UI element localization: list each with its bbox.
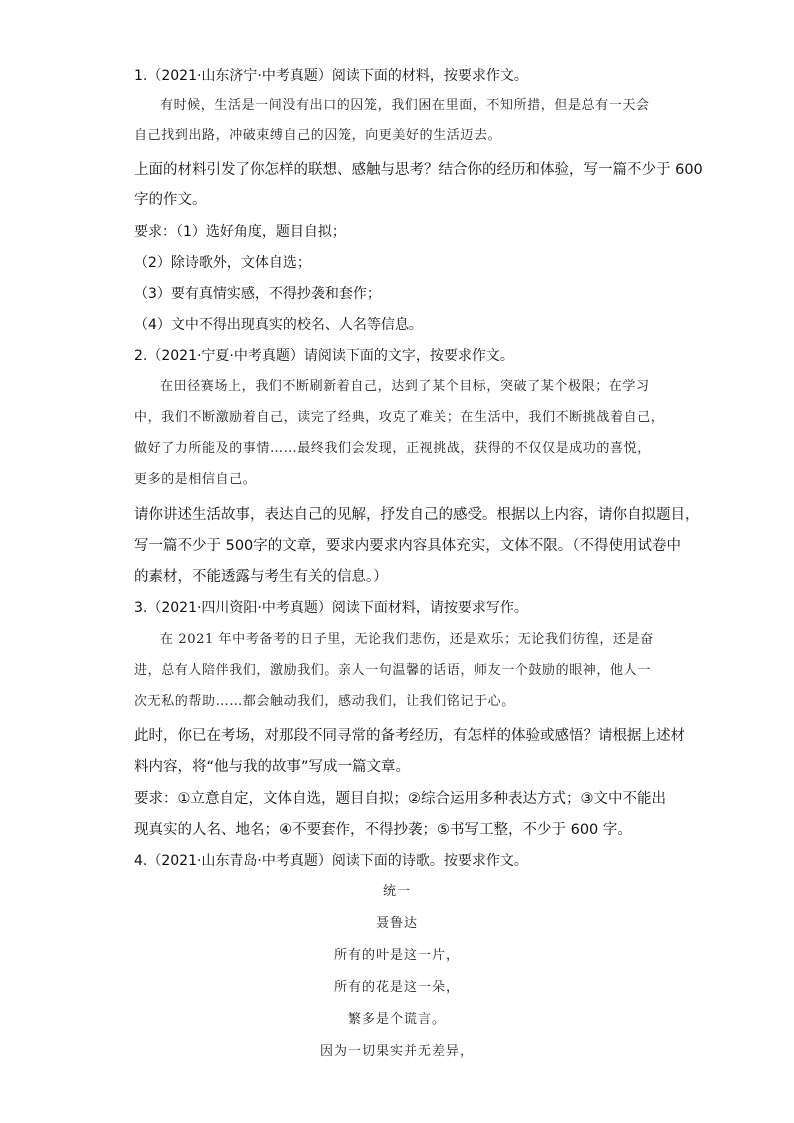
poem-line: 所有的叶是这一片， [333, 948, 460, 963]
q2-prompt-line: 的素材，不能透露与考生有关的信息。） [134, 569, 388, 585]
poem-line: 所有的花是这一朵， [333, 980, 460, 995]
q1-header: 1.（2021·山东济宁·中考真题）阅读下面的材料，按要求作文。 [134, 68, 528, 84]
q2-material-line: 中，我们不断激励着自己，读完了经典，攻克了难关；在生活中，我们不断挑战着自己， [134, 410, 665, 425]
q2-prompt-line: 请你讲述生活故事，表达自己的见解，抒发自己的感受。根据以上内容，请你自拟题目， [134, 507, 700, 523]
q1-requirement: （2）除诗歌外，文体自选； [134, 255, 311, 271]
q2-material-line: 更多的是相信自己。 [134, 472, 257, 487]
q2-prompt-line: 写一篇不少于 500字的文章，要求内要求内容具体充实，文体不限。（不得使用试卷中 [134, 538, 682, 554]
q3-requirement: 要求：①立意自定，文体自选，题目自拟；②综合运用多种表达方式；③文中不能出 [134, 791, 666, 807]
q3-header: 3.（2021·四川资阳·中考真题）阅读下面材料，请按要求写作。 [134, 600, 528, 616]
q1-material-line: 自己找到出路，冲破束缚自己的囚笼，向更美好的生活迈去。 [134, 128, 502, 143]
q1-requirement: （4）文中不得出现真实的校名、人名等信息。 [134, 317, 423, 333]
q3-material-line: 次无私的帮助……都会触动我们，感动我们，让我们铭记于心。 [134, 694, 515, 709]
q4-header: 4.（2021·山东青岛·中考真题）阅读下面的诗歌。按要求作文。 [134, 853, 528, 869]
q2-material-line: 做好了力所能及的事情……最终我们会发现，正视挑战，获得的不仅仅是成功的喜悦， [134, 441, 651, 456]
poem-line: 因为一切果实并无差异， [319, 1044, 474, 1059]
q2-header: 2.（2021·宁夏·中考真题）请阅读下面的文字，按要求作文。 [134, 348, 514, 364]
q1-material-line: 有时候，生活是一间没有出口的囚笼，我们困在里面，不知所措，但是总有一天会 [160, 98, 650, 113]
q1-prompt-line: 字的作文。 [134, 192, 207, 208]
q3-requirement: 现真实的人名、地名；④不要套作，不得抄袭；⑤书写工整，不少于 600 字。 [134, 822, 632, 838]
q1-requirement: 要求：（1）选好角度，题目自拟； [134, 224, 346, 240]
q3-prompt-line: 料内容，将“他与我的故事”写成一篇文章。 [134, 759, 411, 775]
q3-material-line: 进，总有人陪伴我们，激励我们。亲人一句温馨的话语，师友一个鼓励的眼神，他人一 [134, 663, 651, 678]
q2-material-line: 在田径赛场上，我们不断刷新着自己，达到了某个目标，突破了某个极限；在学习 [160, 379, 650, 394]
q3-material-line: 在 2021 年中考备考的日子里，无论我们悲伤，还是欢乐；无论我们彷徨，还是奋 [160, 632, 654, 647]
poem-author: 聂鲁达 [375, 916, 418, 931]
poem-title: 统一 [382, 884, 411, 899]
poem-line: 繁多是个谎言。 [347, 1012, 446, 1027]
q3-prompt-line: 此时，你已在考场，对那段不同寻常的备考经历，有怎样的体验或感悟？请根据上述材 [134, 728, 685, 744]
q1-requirement: （3）要有真情实感，不得抄袭和套作； [134, 286, 381, 302]
q1-prompt-line: 上面的材料引发了你怎样的联想、感触与思考？结合你的经历和体验，写一篇不少于 600 [134, 162, 703, 178]
